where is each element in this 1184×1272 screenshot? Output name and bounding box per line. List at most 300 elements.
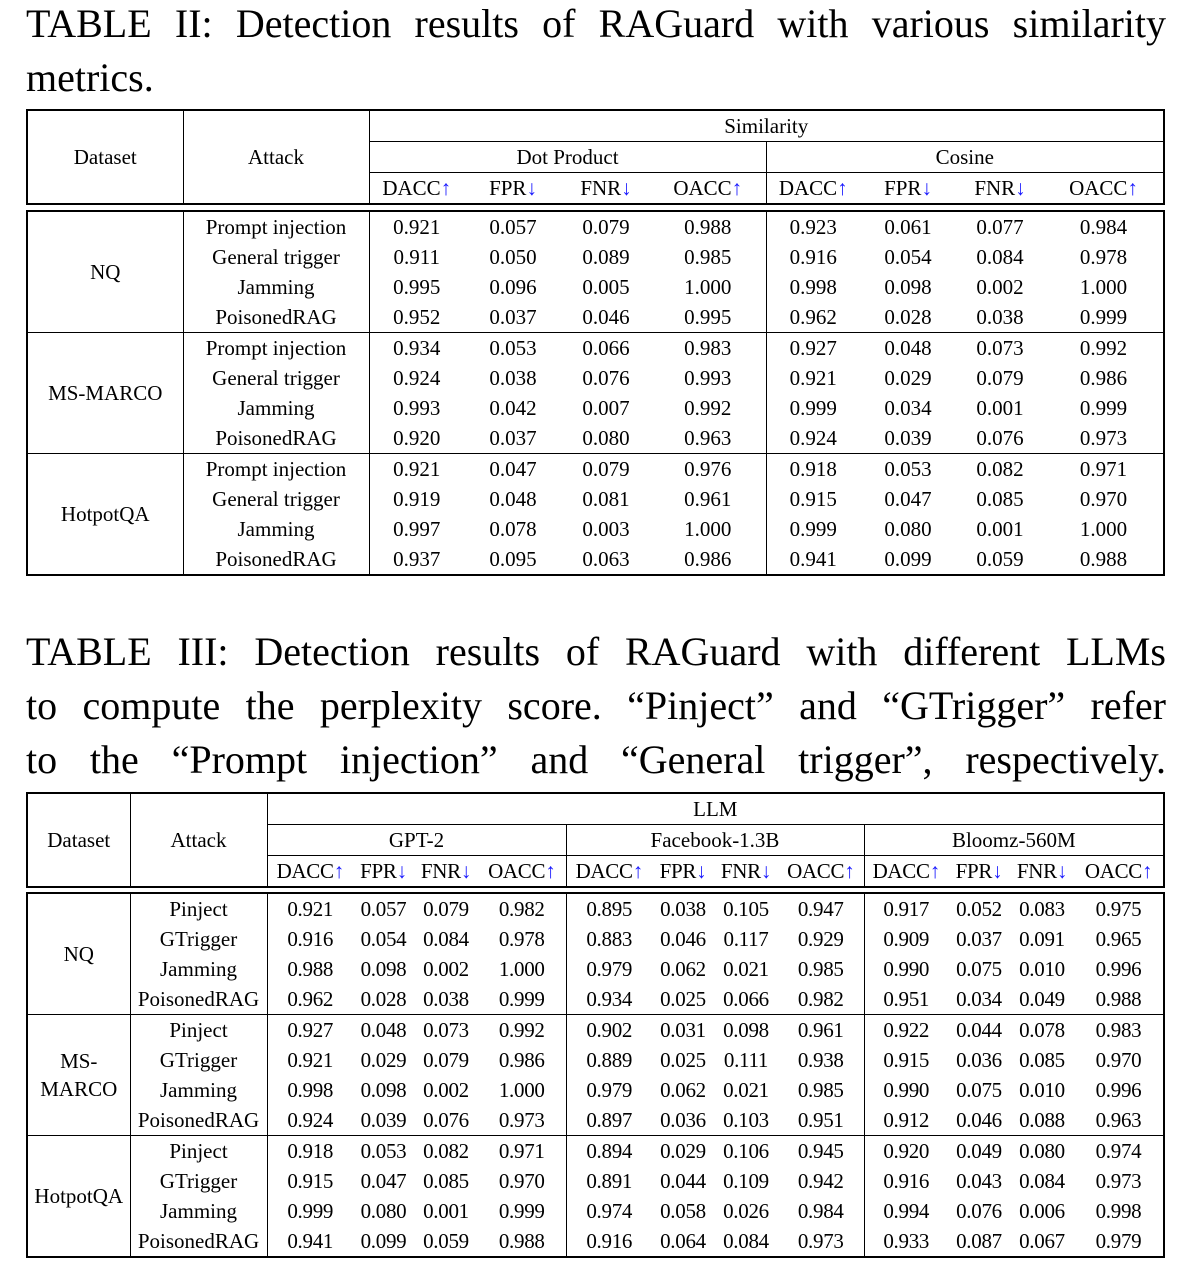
arrow-down-icon: ↓ xyxy=(621,176,632,200)
value-cell: 0.039 xyxy=(360,1108,407,1132)
value-cell: 0.029 xyxy=(660,1139,706,1163)
value-cell: 0.951 xyxy=(864,984,948,1015)
value-cell: 0.066 xyxy=(723,987,769,1011)
table-row xyxy=(27,1105,1164,1136)
value-cell: 0.083 xyxy=(1019,897,1065,921)
value-cell: 0.075 xyxy=(956,1078,1002,1102)
value-cell: 0.945 xyxy=(797,1139,844,1163)
attack-cell: Jamming xyxy=(183,393,369,423)
arrow-down-icon: ↓ xyxy=(396,859,407,883)
metric-label: OACC xyxy=(488,859,546,883)
metric-label: OACC xyxy=(673,176,732,200)
value-cell: 0.918 xyxy=(267,1136,353,1167)
value-cell: 0.995 xyxy=(369,272,464,302)
dataset-header: Dataset xyxy=(47,828,111,852)
value-cell: 0.021 xyxy=(723,957,769,981)
value-cell: 0.984 xyxy=(1079,215,1128,239)
metric-header xyxy=(778,856,864,888)
value-cell: 0.077 xyxy=(976,215,1024,239)
value-cell: 0.079 xyxy=(582,457,630,481)
metric-label: FPR xyxy=(360,859,397,883)
attack-cell: GTrigger xyxy=(130,1045,267,1075)
value-cell: 0.073 xyxy=(423,1018,469,1042)
metric-header xyxy=(562,173,650,205)
value-cell: 0.005 xyxy=(582,275,630,299)
value-cell: 0.105 xyxy=(723,897,769,921)
subgroup-header: Cosine xyxy=(766,142,1164,173)
metric-label: FNR xyxy=(720,859,761,883)
value-cell: 0.973 xyxy=(498,1108,545,1132)
value-cell: 0.988 xyxy=(267,954,353,984)
arrow-up-icon: ↑ xyxy=(1127,176,1138,200)
value-cell: 0.080 xyxy=(582,426,630,450)
arrow-up-icon: ↑ xyxy=(440,176,452,200)
value-cell: 0.999 xyxy=(498,1199,545,1223)
table-row xyxy=(27,272,1164,302)
table-row xyxy=(27,1015,1164,1046)
value-cell: 0.085 xyxy=(1019,1048,1065,1072)
value-cell: 0.010 xyxy=(1019,1078,1065,1102)
table-row xyxy=(27,242,1164,272)
table-row xyxy=(27,1166,1164,1196)
value-cell: 0.095 xyxy=(489,547,537,571)
value-cell: 1.000 xyxy=(498,1078,545,1102)
value-cell: 0.049 xyxy=(1019,987,1065,1011)
value-cell: 0.058 xyxy=(660,1199,706,1223)
attack-cell: Prompt injection xyxy=(183,211,369,242)
value-cell: 0.038 xyxy=(660,897,706,921)
value-cell: 0.054 xyxy=(360,927,407,951)
metric-header xyxy=(948,856,1010,888)
arrow-down-icon: ↓ xyxy=(1015,176,1026,200)
value-cell: 0.078 xyxy=(1019,1018,1065,1042)
metric-header xyxy=(650,173,766,205)
attack-cell: General trigger xyxy=(183,484,369,514)
value-cell: 0.109 xyxy=(723,1169,769,1193)
value-cell: 0.080 xyxy=(1019,1139,1065,1163)
value-cell: 0.947 xyxy=(797,897,844,921)
table-iii-body xyxy=(26,892,1165,1258)
value-cell: 0.895 xyxy=(566,893,652,924)
metric-label: OACC xyxy=(787,859,845,883)
metric-header xyxy=(1044,173,1164,205)
value-cell: 0.978 xyxy=(498,927,545,951)
value-cell: 0.002 xyxy=(976,275,1024,299)
value-cell: 0.066 xyxy=(582,336,630,360)
value-cell: 0.001 xyxy=(423,1199,469,1223)
value-cell: 0.048 xyxy=(884,336,932,360)
value-cell: 0.915 xyxy=(267,1166,353,1196)
value-cell: 0.039 xyxy=(884,426,932,450)
attack-cell: Jamming xyxy=(183,514,369,544)
value-cell: 0.084 xyxy=(423,927,469,951)
attack-cell: Jamming xyxy=(130,1196,267,1226)
value-cell: 0.038 xyxy=(976,305,1024,329)
value-cell: 0.927 xyxy=(766,333,860,364)
value-cell: 0.988 xyxy=(1079,547,1128,571)
value-cell: 0.103 xyxy=(723,1108,769,1132)
value-cell: 0.084 xyxy=(723,1229,769,1253)
group-header: LLM xyxy=(267,793,1164,825)
value-cell: 1.000 xyxy=(498,957,545,981)
value-cell: 0.985 xyxy=(684,245,732,269)
value-cell: 0.088 xyxy=(1019,1108,1065,1132)
value-cell: 0.952 xyxy=(369,302,464,333)
value-cell: 0.076 xyxy=(582,366,630,390)
value-cell: 0.934 xyxy=(369,333,464,364)
value-cell: 0.087 xyxy=(956,1229,1002,1253)
value-cell: 1.000 xyxy=(684,517,732,541)
value-cell: 0.965 xyxy=(1095,927,1142,951)
value-cell: 0.057 xyxy=(489,215,537,239)
value-cell: 0.986 xyxy=(498,1048,545,1072)
value-cell: 0.050 xyxy=(489,245,537,269)
value-cell: 0.084 xyxy=(1019,1169,1065,1193)
value-cell: 0.941 xyxy=(766,544,860,575)
value-cell: 0.099 xyxy=(884,547,932,571)
value-cell: 0.043 xyxy=(956,1169,1002,1193)
value-cell: 0.998 xyxy=(766,272,860,302)
attack-cell: PoisonedRAG xyxy=(183,302,369,333)
table-row xyxy=(27,393,1164,423)
value-cell: 0.983 xyxy=(684,336,732,360)
value-cell: 0.963 xyxy=(1095,1108,1142,1132)
value-cell: 0.048 xyxy=(489,487,537,511)
attack-cell: Pinject xyxy=(130,893,267,924)
value-cell: 0.973 xyxy=(1095,1169,1142,1193)
value-cell: 0.924 xyxy=(369,363,464,393)
metric-header xyxy=(864,856,948,888)
table-iii-header xyxy=(26,792,1165,888)
value-cell: 0.007 xyxy=(582,396,630,420)
attack-cell: PoisonedRAG xyxy=(130,984,267,1015)
arrow-up-icon: ↑ xyxy=(333,859,344,883)
value-cell: 0.971 xyxy=(498,1139,545,1163)
value-cell: 0.080 xyxy=(884,517,932,541)
arrow-down-icon: ↓ xyxy=(696,859,707,883)
value-cell: 0.994 xyxy=(864,1196,948,1226)
value-cell: 0.934 xyxy=(566,984,652,1015)
value-cell: 0.894 xyxy=(566,1136,652,1167)
value-cell: 0.915 xyxy=(766,484,860,514)
value-cell: 0.942 xyxy=(797,1169,844,1193)
value-cell: 0.029 xyxy=(884,366,932,390)
dataset-cell: HotpotQA xyxy=(27,454,183,576)
metric-label: DACC xyxy=(276,859,334,883)
value-cell: 0.962 xyxy=(766,302,860,333)
table-row xyxy=(27,924,1164,954)
value-cell: 0.052 xyxy=(956,897,1002,921)
value-cell: 0.080 xyxy=(360,1199,407,1223)
value-cell: 0.078 xyxy=(489,517,537,541)
value-cell: 0.079 xyxy=(423,897,469,921)
value-cell: 0.974 xyxy=(1095,1139,1142,1163)
value-cell: 0.082 xyxy=(423,1139,469,1163)
table-row xyxy=(27,423,1164,454)
value-cell: 0.085 xyxy=(423,1169,469,1193)
attack-cell: PoisonedRAG xyxy=(183,544,369,575)
metric-label: OACC xyxy=(1069,176,1128,200)
value-cell: 0.010 xyxy=(1019,957,1065,981)
value-cell: 0.999 xyxy=(267,1196,353,1226)
value-cell: 0.979 xyxy=(566,954,652,984)
table-row xyxy=(27,1226,1164,1257)
attack-header: Attack xyxy=(130,793,267,887)
value-cell: 0.098 xyxy=(360,1078,407,1102)
value-cell: 0.002 xyxy=(423,1078,469,1102)
value-cell: 0.921 xyxy=(766,363,860,393)
value-cell: 0.021 xyxy=(723,1078,769,1102)
table-row xyxy=(27,302,1164,333)
value-cell: 0.891 xyxy=(566,1166,652,1196)
value-cell: 0.933 xyxy=(864,1226,948,1257)
metric-header xyxy=(353,856,414,888)
arrow-up-icon: ↑ xyxy=(632,859,643,883)
dataset-cell: MS-MARCO xyxy=(27,333,183,454)
metric-header xyxy=(1074,856,1164,888)
table-row xyxy=(27,1136,1164,1167)
metric-label: DACC xyxy=(575,859,633,883)
dataset-cell: NQ xyxy=(90,260,121,284)
value-cell: 0.916 xyxy=(566,1226,652,1257)
value-cell: 0.883 xyxy=(566,924,652,954)
metric-label: FNR xyxy=(1016,859,1057,883)
table-ii-caption: TABLE II: Detection results of RAGuard with various similarity metrics. xyxy=(26,1,1166,100)
subgroup-header: Facebook-1.3B xyxy=(566,825,864,856)
value-cell: 0.003 xyxy=(582,517,630,541)
value-cell: 0.897 xyxy=(566,1105,652,1136)
value-cell: 0.973 xyxy=(797,1229,844,1253)
value-cell: 0.996 xyxy=(1095,1078,1142,1102)
arrow-up-icon: ↑ xyxy=(929,859,940,883)
value-cell: 0.990 xyxy=(864,954,948,984)
table-row xyxy=(27,984,1164,1015)
table-row xyxy=(27,893,1164,924)
dataset-header: Dataset xyxy=(73,145,137,169)
value-cell: 0.999 xyxy=(498,987,545,1011)
value-cell: 0.076 xyxy=(423,1108,469,1132)
value-cell: 0.038 xyxy=(489,366,537,390)
value-cell: 0.993 xyxy=(369,393,464,423)
value-cell: 0.044 xyxy=(660,1169,706,1193)
value-cell: 0.117 xyxy=(723,927,769,951)
table-row xyxy=(27,514,1164,544)
value-cell: 0.054 xyxy=(884,245,932,269)
value-cell: 0.036 xyxy=(956,1048,1002,1072)
attack-cell: Jamming xyxy=(130,954,267,984)
value-cell: 1.000 xyxy=(1079,517,1128,541)
subgroup-header: GPT-2 xyxy=(267,825,566,856)
dataset-cell: NQ xyxy=(63,942,94,966)
value-cell: 0.996 xyxy=(1095,957,1142,981)
arrow-up-icon: ↑ xyxy=(1142,859,1153,883)
arrow-down-icon: ↓ xyxy=(1056,859,1068,883)
value-cell: 0.979 xyxy=(566,1075,652,1105)
table-row xyxy=(27,1075,1164,1105)
arrow-up-icon: ↑ xyxy=(837,176,848,200)
dataset-cell: HotpotQA xyxy=(27,1136,130,1258)
value-cell: 0.047 xyxy=(489,457,537,481)
table-ii-body xyxy=(26,210,1165,576)
metric-header xyxy=(652,856,714,888)
value-cell: 0.049 xyxy=(956,1139,1002,1163)
attack-cell: Prompt injection xyxy=(183,454,369,485)
value-cell: 0.916 xyxy=(267,924,353,954)
value-cell: 0.037 xyxy=(489,426,537,450)
value-cell: 0.106 xyxy=(723,1139,769,1163)
table-ii-header xyxy=(26,109,1165,205)
value-cell: 0.076 xyxy=(956,1199,1002,1223)
metric-header xyxy=(414,856,478,888)
value-cell: 0.951 xyxy=(797,1108,844,1132)
metric-label: FPR xyxy=(489,176,527,200)
value-cell: 0.062 xyxy=(660,957,706,981)
value-cell: 0.075 xyxy=(956,957,1002,981)
value-cell: 0.941 xyxy=(267,1226,353,1257)
value-cell: 0.920 xyxy=(369,423,464,454)
value-cell: 0.028 xyxy=(360,987,407,1011)
value-cell: 0.985 xyxy=(797,957,844,981)
value-cell: 0.001 xyxy=(976,396,1024,420)
value-cell: 0.044 xyxy=(956,1018,1002,1042)
metric-header xyxy=(478,856,566,888)
value-cell: 0.929 xyxy=(797,927,844,951)
value-cell: 0.917 xyxy=(864,893,948,924)
value-cell: 0.084 xyxy=(976,245,1024,269)
table-row xyxy=(27,954,1164,984)
metric-header xyxy=(267,856,353,888)
value-cell: 0.962 xyxy=(267,984,353,1015)
value-cell: 0.076 xyxy=(976,426,1024,450)
value-cell: 0.073 xyxy=(976,336,1024,360)
metric-label: FPR xyxy=(659,859,697,883)
value-cell: 0.909 xyxy=(864,924,948,954)
value-cell: 0.099 xyxy=(360,1229,407,1253)
value-cell: 0.976 xyxy=(684,457,732,481)
value-cell: 0.912 xyxy=(864,1105,948,1136)
value-cell: 0.046 xyxy=(582,305,630,329)
value-cell: 0.025 xyxy=(660,1048,706,1072)
value-cell: 0.038 xyxy=(423,987,469,1011)
metric-header xyxy=(369,173,464,205)
value-cell: 0.026 xyxy=(723,1199,769,1223)
value-cell: 0.047 xyxy=(884,487,932,511)
value-cell: 0.999 xyxy=(1079,396,1128,420)
value-cell: 0.006 xyxy=(1019,1199,1065,1223)
value-cell: 0.098 xyxy=(723,1018,769,1042)
caption-line: to compute the perplexity score. “Pinject” and “GTrigger” refer xyxy=(26,683,1166,728)
value-cell: 0.984 xyxy=(797,1199,844,1223)
metric-header xyxy=(714,856,778,888)
metric-label: FPR xyxy=(955,859,993,883)
attack-cell: PoisonedRAG xyxy=(183,423,369,454)
value-cell: 0.999 xyxy=(766,514,860,544)
value-cell: 0.053 xyxy=(360,1139,407,1163)
metric-label: DACC xyxy=(778,176,838,200)
value-cell: 0.031 xyxy=(660,1018,706,1042)
table-row xyxy=(27,333,1164,364)
arrow-down-icon: ↓ xyxy=(760,859,772,883)
value-cell: 0.025 xyxy=(660,987,706,1011)
value-cell: 0.047 xyxy=(360,1169,407,1193)
value-cell: 0.921 xyxy=(267,893,353,924)
value-cell: 0.048 xyxy=(360,1018,407,1042)
value-cell: 0.985 xyxy=(797,1078,844,1102)
attack-cell: GTrigger xyxy=(130,1166,267,1196)
value-cell: 0.993 xyxy=(684,366,732,390)
value-cell: 0.961 xyxy=(797,1018,844,1042)
value-cell: 0.997 xyxy=(369,514,464,544)
value-cell: 0.999 xyxy=(1079,305,1128,329)
value-cell: 0.053 xyxy=(884,457,932,481)
value-cell: 0.923 xyxy=(766,211,860,242)
value-cell: 1.000 xyxy=(684,275,732,299)
arrow-up-icon: ↑ xyxy=(731,176,743,200)
value-cell: 0.924 xyxy=(766,423,860,454)
value-cell: 0.970 xyxy=(498,1169,545,1193)
value-cell: 0.028 xyxy=(884,305,932,329)
value-cell: 0.034 xyxy=(884,396,932,420)
value-cell: 0.001 xyxy=(976,517,1024,541)
table-row xyxy=(27,484,1164,514)
metric-label: FNR xyxy=(580,176,622,200)
value-cell: 0.034 xyxy=(956,987,1002,1011)
table-row xyxy=(27,1196,1164,1226)
value-cell: 0.988 xyxy=(1095,987,1142,1011)
metric-header xyxy=(766,173,860,205)
value-cell: 0.921 xyxy=(369,454,464,485)
value-cell: 0.970 xyxy=(1079,487,1128,511)
value-cell: 0.988 xyxy=(498,1229,545,1253)
value-cell: 0.975 xyxy=(1095,897,1142,921)
value-cell: 0.053 xyxy=(489,336,537,360)
value-cell: 0.064 xyxy=(660,1229,706,1253)
value-cell: 0.961 xyxy=(684,487,732,511)
attack-cell: Pinject xyxy=(130,1136,267,1167)
attack-cell: Prompt injection xyxy=(183,333,369,364)
value-cell: 0.059 xyxy=(976,547,1024,571)
table-iii-caption xyxy=(26,625,1166,787)
value-cell: 0.920 xyxy=(864,1136,948,1167)
value-cell: 0.085 xyxy=(976,487,1024,511)
value-cell: 0.979 xyxy=(1095,1229,1142,1253)
metric-label: OACC xyxy=(1084,859,1143,883)
value-cell: 0.995 xyxy=(684,305,732,329)
value-cell: 0.067 xyxy=(1019,1229,1065,1253)
value-cell: 0.988 xyxy=(684,215,732,239)
value-cell: 0.046 xyxy=(956,1108,1002,1132)
value-cell: 0.986 xyxy=(1079,366,1128,390)
value-cell: 0.057 xyxy=(360,897,407,921)
subgroup-header: Dot Product xyxy=(369,142,766,173)
attack-header: Attack xyxy=(183,110,369,204)
metric-header xyxy=(566,856,652,888)
arrow-down-icon: ↓ xyxy=(992,859,1003,883)
group-header: Similarity xyxy=(369,110,1164,142)
value-cell: 0.918 xyxy=(766,454,860,485)
metric-label: DACC xyxy=(382,176,441,200)
arrow-down-icon: ↓ xyxy=(460,859,472,883)
value-cell: 0.037 xyxy=(489,305,537,329)
value-cell: 0.037 xyxy=(956,927,1002,951)
value-cell: 0.029 xyxy=(360,1048,407,1072)
attack-cell: PoisonedRAG xyxy=(130,1105,267,1136)
value-cell: 0.081 xyxy=(582,487,630,511)
value-cell: 0.002 xyxy=(423,957,469,981)
value-cell: 0.998 xyxy=(1095,1199,1142,1223)
value-cell: 0.983 xyxy=(1095,1018,1142,1042)
dataset-cell: MS-MARCO xyxy=(27,1015,130,1136)
